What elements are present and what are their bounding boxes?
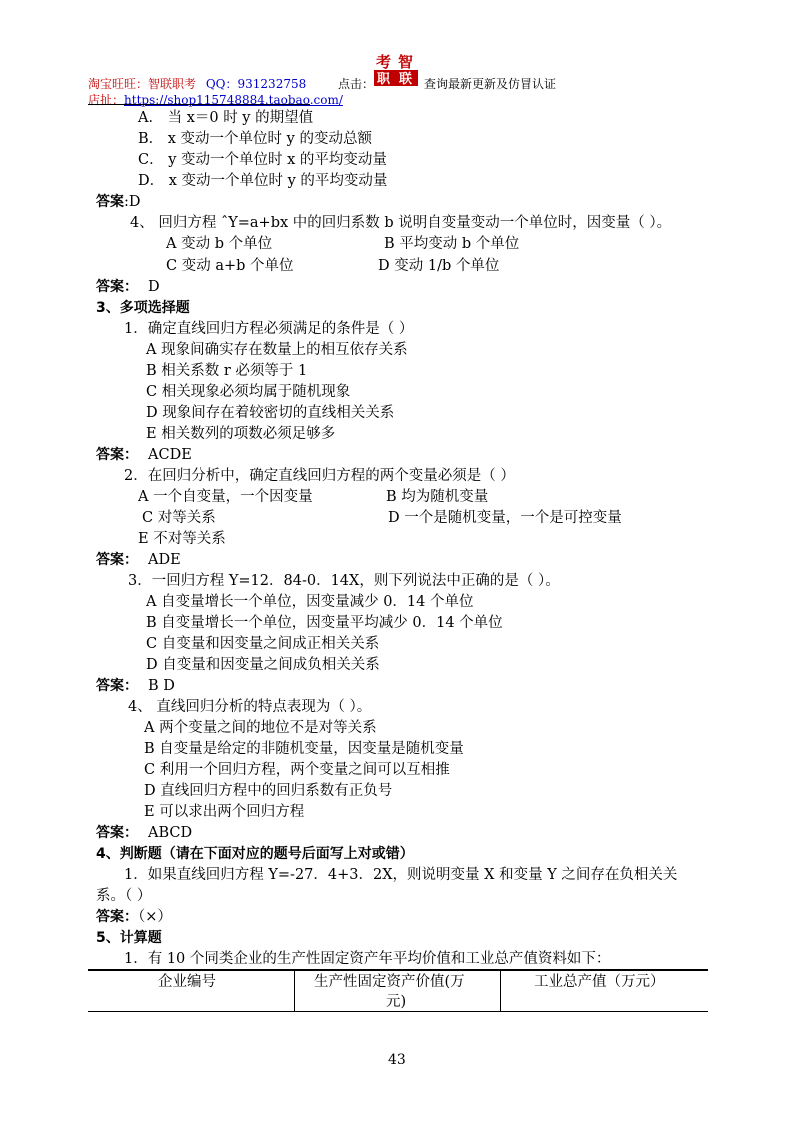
taobao-label: 淘宝旺旺：智联职考 [88,77,197,91]
table-header-fixed-assets-cont: 元) [386,994,407,1010]
m2-option-c: C 对等关系 [142,510,216,526]
multi-question-2: 2．在回归分析中，确定直线回归方程的两个变量必须是（ ） [124,468,515,484]
m4-option-c: C 利用一个回归方程，两个变量之间可以互相推 [144,762,450,778]
header-line-2 [88,91,343,108]
answer-label: 答案： [96,825,138,841]
answer-value: D [148,279,160,295]
check-label: 查询最新更新及仿冒认证 [424,77,557,91]
table-header-fixed-assets: 生产性固定资产价值(万 [314,974,465,990]
m1-option-e: E 相关数列的项数必须足够多 [146,426,336,442]
header-line-1 [88,75,306,92]
calc-question-1: 1．有 10 个同类企业的生产性固定资产年平均价值和工业总产值资料如下： [124,951,611,967]
answer-line [96,192,141,212]
judge-question-1: 1．如果直线回归方程 Y=-27．4+3．2X，则说明变量 X 和变量 Y 之间存在负相关关 [124,867,678,883]
m3-option-a: A 自变量增长一个单位，因变量减少 0．14 个单位 [146,594,474,610]
qq-label: QQ：931232758 [205,77,307,91]
section-heading-3: 3、多项选择题 [96,300,190,316]
m2-option-d: D 一个是随机变量，一个是可控变量 [388,510,622,526]
question-4: 4、 回归方程 ˆY=a+bx 中的回归系数 b 说明自变量变动一个单位时，因变量（ ）。 [130,215,672,231]
q4-option-a: A 变动 b 个单位 [166,236,273,252]
shop-link[interactable]: https://shop115748884.taobao.com/ [124,93,343,107]
answer-line [96,676,175,696]
option-d: D． x 变动一个单位时 y 的平均变动量 [138,173,388,189]
answer-label: 答案： [96,909,138,925]
shop-label: 店扯： [88,93,125,107]
logo-char-4: 联 [399,72,413,87]
m1-option-a: A 现象间确实存在数量上的相互依存关系 [146,342,408,358]
logo-char-3: 职 [377,72,391,87]
judge-question-1-cont: 系。（ ） [96,888,152,904]
answer-value: :D [124,194,141,210]
m2-option-a: A 一个自变量，一个因变量 [138,489,313,505]
section-heading-4: 4、判断题（请在下面对应的题号后面写上对或错） [96,846,414,862]
m1-option-d: D 现象间存在着较密切的直线相关关系 [146,405,395,421]
answer-line [96,907,172,927]
q4-option-c: C 变动 a+b 个单位 [166,258,294,274]
answer-label: 答案： [96,447,138,463]
q4-option-b: B 平均变动 b 个单位 [384,236,520,252]
click-label: 点击： [338,77,375,91]
logo-char-2: 智 [398,53,414,71]
m3-option-d: D 自变量和因变量之间成负相关关系 [146,657,380,673]
logo-char-1: 考 [376,53,392,71]
multi-question-1: 1．确定直线回归方程必须满足的条件是（ ） [124,321,414,337]
answer-label: 答案 [96,194,124,210]
answer-label: 答案： [96,552,138,568]
answer-label: 答案： [96,279,138,295]
m3-option-b: B 自变量增长一个单位，因变量平均减少 0．14 个单位 [146,615,503,631]
answer-value: ACDE [148,447,192,463]
table-top-border [88,969,708,971]
table-header-output-value: 工业总产值（万元） [534,974,665,990]
m1-option-b: B 相关系数 r 必须等于 1 [146,363,308,379]
page-number: 43 [388,1052,406,1068]
m3-option-c: C 自变量和因变量之间成正相关关系 [146,636,380,652]
m1-option-c: C 相关现象必须均属于随机现象 [146,384,351,400]
answer-line [96,277,160,297]
answer-line [96,550,181,570]
answer-line [96,823,192,843]
section-heading-5: 5、计算题 [96,930,162,946]
option-c: C． y 变动一个单位时 x 的平均变动量 [138,152,387,168]
table-col-divider [500,970,501,1012]
answer-value: ABCD [148,825,193,841]
table-header-company-id: 企业编号 [158,974,216,990]
table-col-divider [294,970,295,1012]
m4-option-d: D 直线回归方程中的回归系数有正负号 [144,783,393,799]
m2-option-e: E 不对等关系 [138,531,226,547]
answer-value: B D [148,678,175,694]
m2-option-b: B 均为随机变量 [386,489,489,505]
multi-question-4: 4、 直线回归分析的特点表现为（ ）。 [128,699,372,715]
option-b: B． x 变动一个单位时 y 的变动总额 [138,131,372,147]
answer-value: （×） [138,909,172,925]
m4-option-a: A 两个变量之间的地位不是对等关系 [144,720,377,736]
option-a: A． 当 x＝0 时 y 的期望值 [138,110,314,126]
answer-value: ADE [148,552,181,568]
q4-option-d: D 变动 1/b 个单位 [378,258,500,274]
answer-line [96,445,192,465]
zhilian-logo[interactable] [374,52,418,88]
header-divider [88,104,310,105]
m4-option-e: E 可以求出两个回归方程 [144,804,305,820]
m4-option-b: B 自变量是给定的非随机变量，因变量是随机变量 [144,741,464,757]
answer-label: 答案： [96,678,138,694]
multi-question-3: 3．一回归方程 Y=12．84-0．14X，则下列说法中正确的是（ ）。 [128,573,560,589]
